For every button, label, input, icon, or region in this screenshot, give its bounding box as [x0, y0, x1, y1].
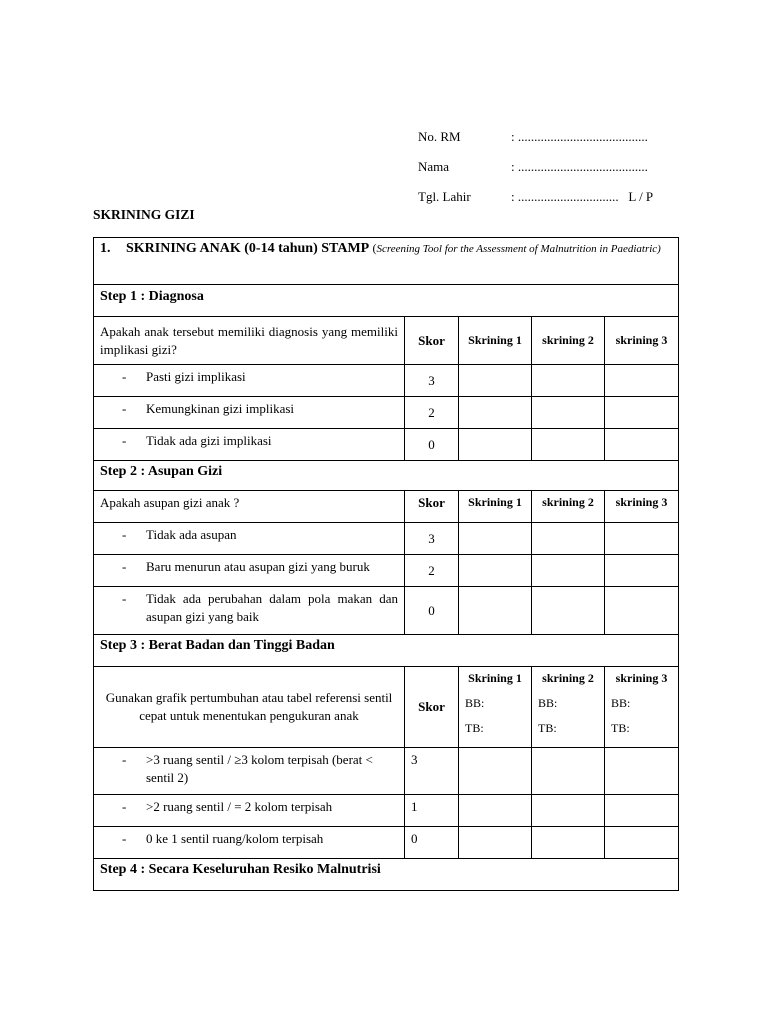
step1-question: Apakah anak tersebut memiliki diagnosis yang memiliki implikasi gizi? [94, 317, 405, 365]
step3-row-2-text: >2 ruang sentil / = 2 kolom terpisah [146, 799, 333, 814]
step2-row-2-skrining-2-cell[interactable] [532, 555, 605, 587]
step2-row-3-skrining-2-cell[interactable] [532, 587, 605, 635]
step1-title-row [94, 285, 679, 317]
step1-row-1-skrining-2-cell[interactable] [532, 365, 605, 397]
form-heading-main: SKRINING ANAK (0-14 tahun) STAMP [126, 241, 370, 256]
bullet-dash: - [122, 433, 127, 448]
step2-title-row [94, 461, 679, 491]
step1-row-1 [94, 365, 679, 397]
step3-row-3-skrining-3-cell[interactable] [605, 827, 679, 859]
step3-row-2-label [94, 795, 405, 827]
step2-row-2 [94, 555, 679, 587]
step2-row-1-skrining-2-cell[interactable] [532, 523, 605, 555]
step1-col-skrining-3: skrining 3 [605, 317, 679, 365]
step2-row-3-text: Tidak ada perubahan dalam pola makan dan asupan gizi yang baik [146, 591, 398, 624]
step3-col-2-bb-label: BB: [538, 696, 558, 711]
step2-row-1-skrining-1-cell[interactable] [459, 523, 532, 555]
step1-row-1-skrining-3-cell[interactable] [605, 365, 679, 397]
step1-row-1-score: 3 [405, 365, 459, 397]
step2-row-2-skrining-3-cell[interactable] [605, 555, 679, 587]
step1-row-3-score: 0 [405, 429, 459, 461]
step3-title-row [94, 635, 679, 667]
step3-col-1-bb-label: BB: [465, 696, 485, 711]
step3-row-2-skrining-1-cell[interactable] [459, 795, 532, 827]
step1-row-2-score: 2 [405, 397, 459, 429]
step3-col-skrining-2-title: skrining 2 [542, 671, 594, 685]
step2-row-3 [94, 587, 679, 635]
step3-row-3-text: 0 ke 1 sentil ruang/kolom terpisah [146, 831, 324, 846]
step1-row-1-skrining-1-cell[interactable] [459, 365, 532, 397]
form-heading [94, 238, 679, 285]
step1-col-skrining-1: Skrining 1 [459, 317, 532, 365]
step3-row-1-skrining-2-cell[interactable] [532, 748, 605, 795]
step3-row-1-skrining-3-cell[interactable] [605, 748, 679, 795]
step3-col-skrining-1-title: Skrining 1 [468, 671, 522, 685]
step3-col-skrining-3-title: skrining 3 [615, 671, 668, 685]
step3-row-2-skrining-2-cell[interactable] [532, 795, 605, 827]
step1-row-3-skrining-1-cell[interactable] [459, 429, 532, 461]
step3-row-1-text: >3 ruang sentil / ≥3 kolom terpisah (berat < sentil 2) [146, 752, 373, 785]
step2-title: Step 2 : Asupan Gizi [94, 461, 679, 491]
step3-row-2 [94, 795, 679, 827]
step3-col-3-tb-label: TB: [611, 721, 630, 736]
step4-title: Step 4 : Secara Keseluruhan Resiko Malnutrisi [94, 859, 679, 891]
step3-question: Gunakan grafik pertumbuhan atau tabel referensi sentil cepat untuk menentukan pengukuran anak [94, 667, 405, 748]
step2-row-1-skrining-3-cell[interactable] [605, 523, 679, 555]
step3-col-1-tb-label: TB: [465, 721, 484, 736]
step3-col-2-tb-label: TB: [538, 721, 557, 736]
step1-row-2 [94, 397, 679, 429]
step3-row-3-score: 0 [405, 827, 459, 859]
step1-skor-header: Skor [405, 317, 459, 365]
step2-col-skrining-3: skrining 3 [605, 491, 679, 523]
step2-row-2-text: Baru menurun atau asupan gizi yang buruk [146, 559, 370, 574]
patient-info-tgl-label: Tgl. Lahir [418, 189, 471, 204]
step2-col-skrining-1: Skrining 1 [459, 491, 532, 523]
step2-row-2-skrining-1-cell[interactable] [459, 555, 532, 587]
step3-title: Step 3 : Berat Badan dan Tinggi Badan [94, 635, 679, 667]
step3-row-1-score: 3 [405, 748, 459, 795]
bullet-dash: - [122, 369, 127, 384]
step1-row-1-label [94, 365, 405, 397]
step1-row-3-text: Tidak ada gizi implikasi [146, 433, 272, 448]
step3-col-3-bb-label: BB: [611, 696, 631, 711]
step3-row-3-label [94, 827, 405, 859]
step2-question: Apakah asupan gizi anak ? [94, 491, 405, 523]
step1-row-1-text: Pasti gizi implikasi [146, 369, 246, 384]
step3-row-3 [94, 827, 679, 859]
patient-info-nama-label: Nama [418, 159, 450, 174]
step3-row-3-skrining-2-cell[interactable] [532, 827, 605, 859]
step2-row-1-label [94, 523, 405, 555]
step3-col-skrining-1 [459, 667, 532, 748]
step2-col-skrining-2: skrining 2 [532, 491, 605, 523]
step2-row-3-label [94, 587, 405, 635]
step3-skor-header: Skor [405, 667, 459, 748]
patient-info-rm-value: : ........................................ [511, 129, 648, 144]
form-heading-number: 1. [100, 241, 111, 256]
bullet-dash: - [122, 752, 127, 767]
step1-row-3 [94, 429, 679, 461]
step3-row-2-score: 1 [405, 795, 459, 827]
step3-header-row [94, 667, 679, 748]
step2-header-row [94, 491, 679, 523]
patient-info-tgl-value: : ............................... L / P [511, 189, 654, 204]
bullet-dash: - [122, 799, 127, 814]
bullet-dash: - [122, 559, 127, 574]
step2-row-2-score: 2 [405, 555, 459, 587]
patient-info-rm-label: No. RM [418, 129, 461, 144]
step1-title: Step 1 : Diagnosa [94, 285, 679, 317]
bullet-dash: - [122, 831, 127, 846]
step1-row-2-skrining-1-cell[interactable] [459, 397, 532, 429]
form-heading-paren: ( [372, 241, 377, 255]
step2-row-2-label [94, 555, 405, 587]
step3-row-1 [94, 748, 679, 795]
step1-row-2-skrining-3-cell[interactable] [605, 397, 679, 429]
step3-row-2-skrining-3-cell[interactable] [605, 795, 679, 827]
step2-row-3-score: 0 [405, 587, 459, 635]
step4-title-row [94, 859, 679, 891]
step1-col-skrining-2: skrining 2 [532, 317, 605, 365]
step1-row-2-label [94, 397, 405, 429]
step1-row-2-text: Kemungkinan gizi implikasi [146, 401, 295, 416]
step3-col-skrining-3 [605, 667, 679, 748]
step3-row-1-skrining-1-cell[interactable] [459, 748, 532, 795]
step3-row-1-label [94, 748, 405, 795]
bullet-dash: - [122, 527, 127, 542]
step1-header-row [94, 317, 679, 365]
step2-row-3-skrining-3-cell[interactable] [605, 587, 679, 635]
step1-row-3-skrining-3-cell[interactable] [605, 429, 679, 461]
step2-row-1-text: Tidak ada asupan [146, 527, 237, 542]
step2-row-3-skrining-1-cell[interactable] [459, 587, 532, 635]
step1-row-2-skrining-2-cell[interactable] [532, 397, 605, 429]
step3-row-3-skrining-1-cell[interactable] [459, 827, 532, 859]
bullet-dash: - [122, 401, 127, 416]
step1-row-3-skrining-2-cell[interactable] [532, 429, 605, 461]
step2-row-1-score: 3 [405, 523, 459, 555]
step2-row-1 [94, 523, 679, 555]
form-heading-subtitle: Screening Tool for the Assessment of Malnutrition in Paediatric) [376, 243, 661, 255]
form-heading-row [94, 238, 679, 285]
bullet-dash: - [122, 591, 127, 606]
document-title: SKRINING GIZI [93, 207, 195, 222]
screening-form-table [93, 237, 679, 891]
step1-row-3-label [94, 429, 405, 461]
step2-skor-header: Skor [405, 491, 459, 523]
step3-col-skrining-2 [532, 667, 605, 748]
patient-info-nama-value: : ........................................ [511, 159, 648, 174]
